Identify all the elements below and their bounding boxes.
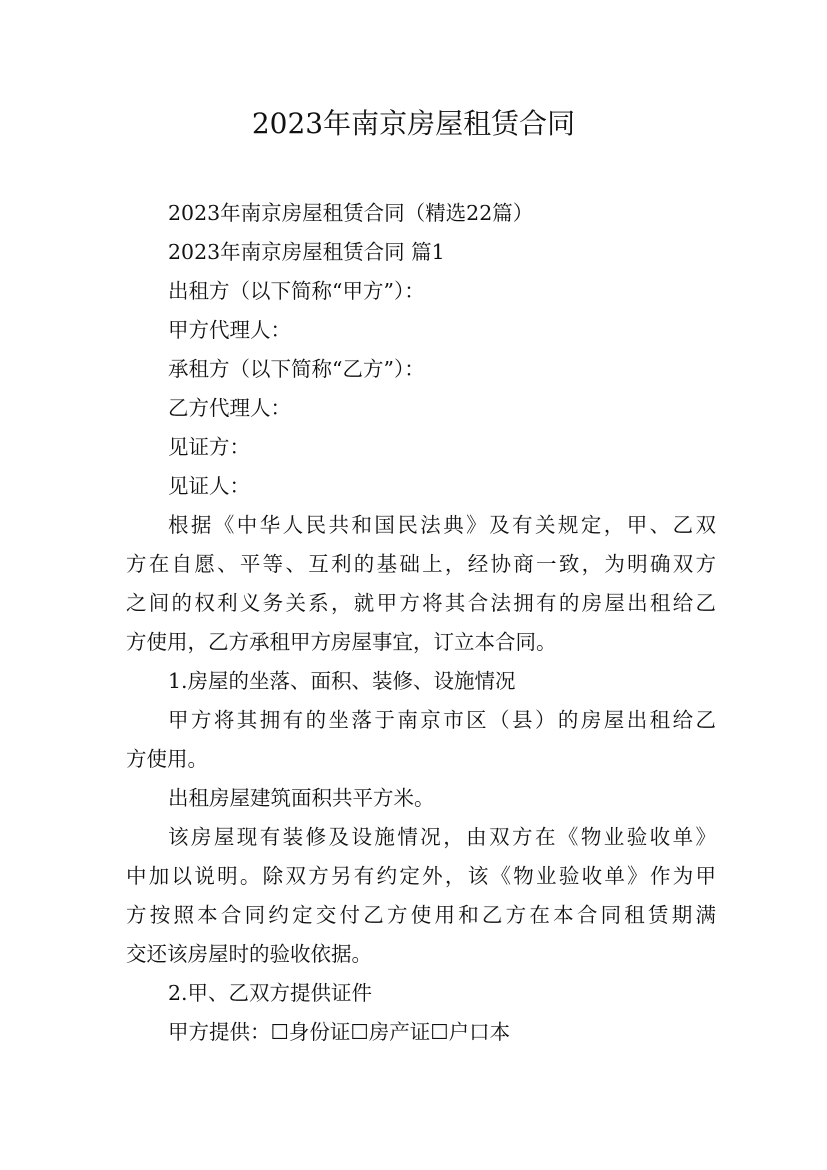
paragraph-line: 方使用。	[126, 747, 208, 771]
party-line: 承租方（以下简称“乙方”）：	[168, 357, 425, 381]
paragraph-line: 甲方将其拥有的坐落于南京市区（县）的房屋出租给乙	[168, 708, 716, 732]
paragraph-line: 方在自愿、平等、互利的基础上，经协商一致，为明确双方	[126, 552, 716, 576]
checkbox-line: 甲方提供：☐身份证☐房产证☐户口本	[168, 1020, 511, 1044]
subtitle-line: 2023年南京房屋租赁合同（精选22篇）	[168, 201, 534, 225]
party-line: 乙方代理人：	[168, 396, 291, 420]
party-line: 甲方代理人：	[168, 318, 291, 342]
paragraph-line: 之间的权利义务关系，就甲方将其合法拥有的房屋出租给乙	[126, 591, 716, 615]
paragraph-line: 中加以说明。除双方另有约定外，该《物业验收单》作为甲	[126, 864, 716, 888]
party-line: 见证人：	[168, 474, 250, 498]
paragraph-line: 交还该房屋时的验收依据。	[126, 942, 372, 966]
section-heading: 2023年南京房屋租赁合同 篇1	[168, 240, 445, 264]
paragraph-line: 方按照本合同约定交付乙方使用和乙方在本合同租赁期满	[126, 903, 716, 927]
clause-heading: 1.房屋的坐落、面积、装修、设施情况	[168, 669, 516, 693]
paragraph-line: 方使用，乙方承租甲方房屋事宜，订立本合同。	[126, 630, 557, 654]
clause-heading: 2.甲、乙双方提供证件	[168, 981, 373, 1005]
party-line: 见证方：	[168, 435, 250, 459]
paragraph-line: 根据《中华人民共和国民法典》及有关规定，甲、乙双	[168, 513, 716, 537]
party-line: 出租方（以下简称“甲方”）：	[168, 279, 425, 303]
paragraph-line: 该房屋现有装修及设施情况，由双方在《物业验收单》	[168, 825, 716, 849]
document-title: 2023年南京房屋租赁合同	[251, 107, 576, 140]
document-body	[126, 194, 716, 1052]
paragraph-line: 出租房屋建筑面积共平方米。	[168, 786, 435, 810]
